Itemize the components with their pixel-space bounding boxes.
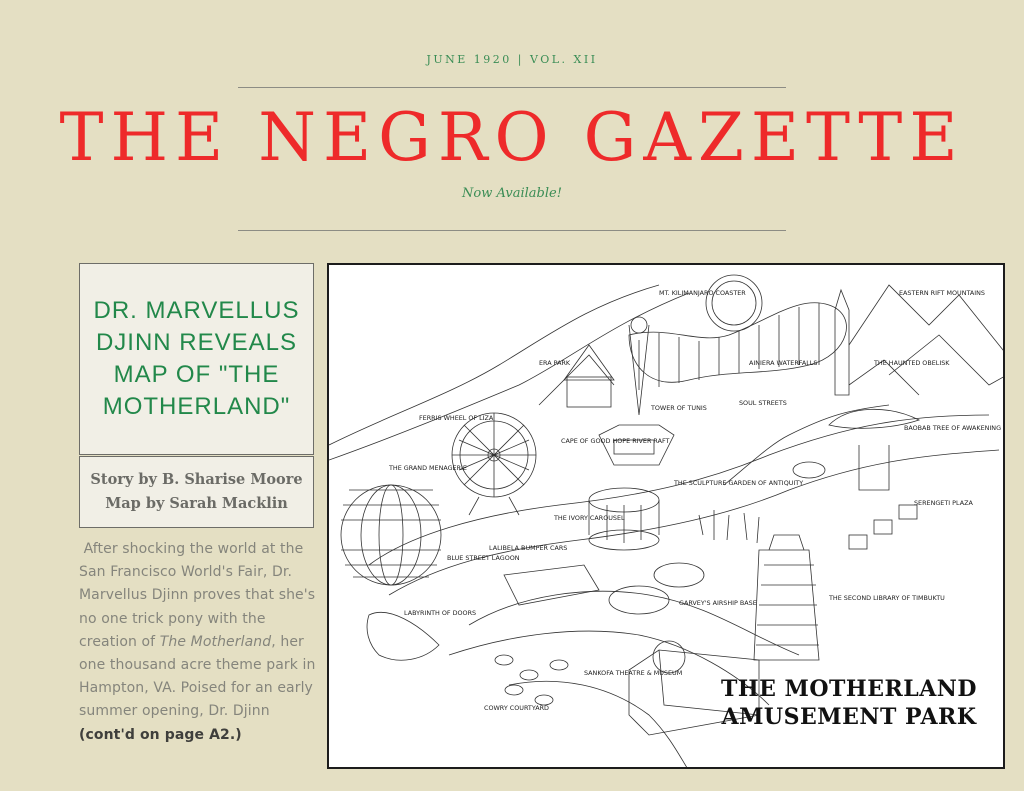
label-grand-menagerie: THE GRAND MENAGERIE <box>389 464 467 472</box>
tagline: Now Available! <box>462 186 562 201</box>
label-sculpture-garden: THE SCULPTURE GARDEN OF ANTIQUITY <box>674 479 804 487</box>
masthead-title: THE NEGRO GAZETTE <box>59 99 965 176</box>
top-divider <box>238 87 786 88</box>
map-byline: Map by Sarah Macklin <box>105 495 288 512</box>
article-text <box>79 538 324 747</box>
label-blue-street-lagoon: BLUE STREET LAGOON <box>447 554 520 562</box>
park-map-title <box>721 675 977 731</box>
label-eastern-mountains: EASTERN RIFT MOUNTAINS <box>899 289 985 297</box>
headline-box <box>79 263 314 455</box>
label-kilimanjaro: MT. KILIMANJARO COASTER <box>659 289 746 297</box>
label-ainiera-waterfalls: AINIERA WATERFALLS <box>749 359 818 367</box>
label-second-library: THE SECOND LIBRARY OF TIMBUKTU <box>829 594 945 602</box>
article-part-2: , her one thousand acre theme park in Hampton, VA. Poised for an early summer opening, Dr. Djinn <box>79 633 316 720</box>
label-labyrinth: LABYRINTH OF DOORS <box>404 609 477 617</box>
issue-date-volume: JUNE 1920 | VOL. XII <box>426 53 598 66</box>
label-cowry-courtyard: COWRY COURTYARD <box>484 704 549 712</box>
article-park-name: The Motherland <box>159 633 272 650</box>
park-title-line-2: AMUSEMENT PARK <box>721 704 977 730</box>
article-part-1: After shocking the world at the San Francisco World's Fair, Dr. Marvellus Djinn proves that she's no one trick pony with the creation of <box>79 541 316 650</box>
park-map <box>327 263 1005 769</box>
label-garveys-airship: GARVEY'S AIRSHIP BASE <box>679 599 757 607</box>
label-tower-of-tunis: TOWER OF TUNIS <box>651 404 707 412</box>
continued-link[interactable]: (cont'd on page A2.) <box>79 726 242 743</box>
story-byline: Story by B. Sharise Moore <box>90 471 303 488</box>
label-soul-streets: SOUL STREETS <box>739 399 787 407</box>
label-era-park: ERA PARK <box>539 359 571 367</box>
label-lalibela: LALIBELA BUMPER CARS <box>489 544 568 552</box>
label-sankofa: SANKOFA THEATRE & MUSEUM <box>584 669 683 677</box>
label-ivory-carousel: THE IVORY CAROUSEL <box>554 514 625 522</box>
byline-box <box>79 456 314 528</box>
label-baobab: BAOBAB TREE OF AWAKENING <box>904 424 1002 432</box>
park-title-line-1: THE MOTHERLAND <box>720 676 977 702</box>
bottom-divider <box>238 230 786 231</box>
label-ferris-wheel: FERRIS WHEEL OF LIZA <box>419 414 494 422</box>
label-serengeti-plaza: SERENGETI PLAZA <box>914 499 973 507</box>
label-cape-good-hope: CAPE OF GOOD HOPE RIVER RAFT <box>561 437 670 445</box>
headline: DR. MARVELLUS DJINN REVEALS MAP OF "THE MOTHERLAND" <box>93 297 300 420</box>
label-haunted-obelisk: THE HAUNTED OBELISK <box>874 359 950 367</box>
